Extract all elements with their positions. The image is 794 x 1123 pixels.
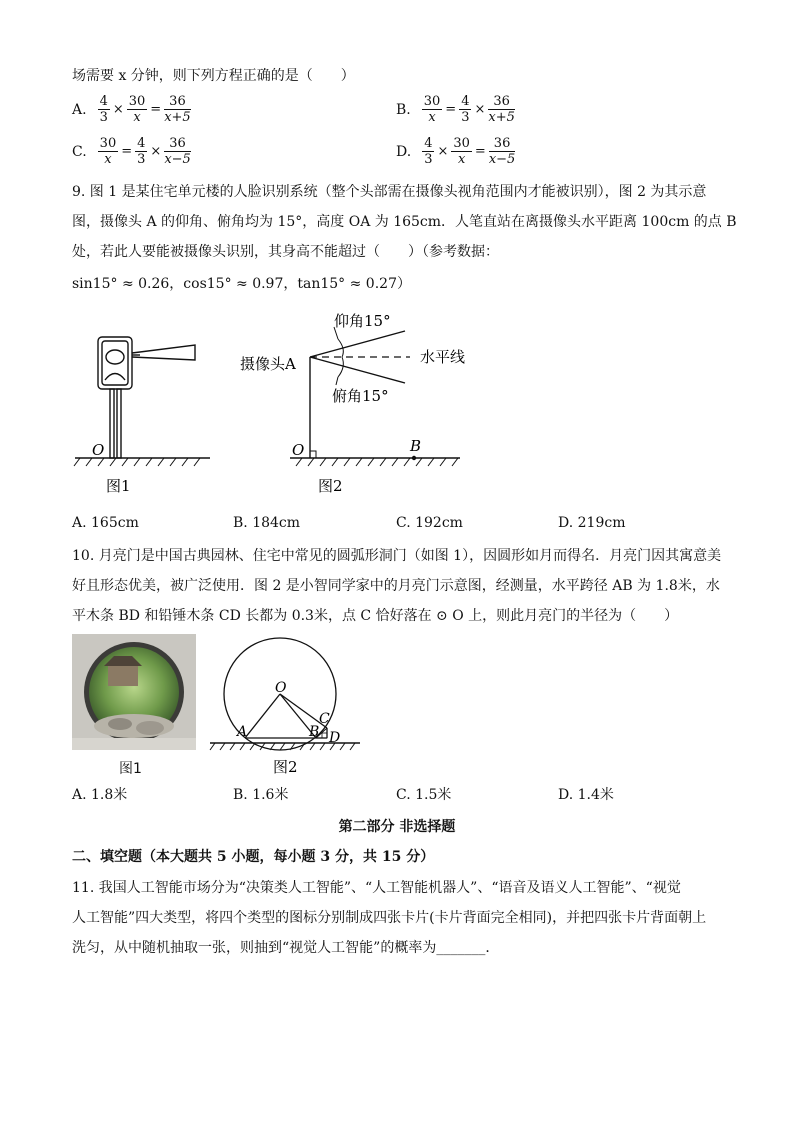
- q10-line-3: 平木条 BD 和铅锤木条 CD 长都为 0.3米，点 C 恰好落在 ⊙ O 上，则此月亮门的半径为（ ）: [72, 608, 679, 624]
- q10-option-b[interactable]: B. 1.6米: [233, 787, 289, 803]
- q8-stem-tail: 场需要 x 分钟，则下列方程正确的是（ ）: [72, 68, 355, 84]
- q9-option-b[interactable]: B. 184cm: [233, 515, 301, 531]
- fig2-label-o: O: [292, 441, 305, 459]
- q11-line-1: 11. 我国人工智能市场分为“决策类人工智能”、“人工智能机器人”、“语音及语义人工智能”、“视觉: [72, 880, 681, 896]
- label-a: A: [237, 724, 248, 740]
- q9-line-1: 9. 图 1 是某住宅单元楼的人脸识别系统（整个头部需在摄像头视角范围内才能被识别），图 2 为其示意: [72, 184, 707, 200]
- q9-line-3: 处，若此人要能被摄像头识别，其身高不能超过（ ）（参考数据：: [72, 244, 499, 260]
- fig1-label-o: O: [92, 441, 105, 459]
- fig2-caption: 图2: [318, 477, 343, 495]
- q10-option-d[interactable]: D. 1.4米: [558, 787, 614, 803]
- q9-option-d[interactable]: D. 219cm: [558, 515, 626, 531]
- q11-line-2: 人工智能”四大类型，将四个类型的图标分别制成四张卡片(卡片背面完全相同)，并把四张卡片背面朝上: [72, 910, 707, 926]
- option-letter: A.: [72, 101, 87, 118]
- q10-option-a[interactable]: A. 1.8米: [72, 787, 128, 803]
- q10-line-1: 10. 月亮门是中国古典园林、住宅中常见的圆弧形洞门（如图 1），因圆形如月而得名．月亮门因其寓意美: [72, 548, 722, 564]
- depression-angle-label: 俯角15°: [332, 387, 389, 405]
- camera-a-label: 摄像头A: [240, 355, 296, 373]
- q8-option-d[interactable]: D. $\frac{4}{3}$ × $\frac{30}{x}$ = $\frac{36}{x-5}$: [396, 136, 516, 167]
- option-letter: C.: [72, 143, 87, 160]
- part-two-title: 第二部分 非选择题: [338, 819, 456, 835]
- label-d: D: [329, 730, 341, 746]
- q9-option-c[interactable]: C. 192cm: [396, 515, 463, 531]
- face-recognition-device-illustration: [98, 337, 195, 458]
- fig1-caption: 图1: [106, 477, 131, 495]
- q8-option-b[interactable]: B. $\frac{30}{x}$ = $\frac{4}{3}$ × $\frac{36}{x+5}$: [396, 94, 515, 125]
- q11-line-3: 洗匀，从中随机抽取一张，则抽到“视觉人工智能”的概率为_______．: [72, 940, 500, 956]
- q8-option-c[interactable]: C. $\frac{30}{x}$ = $\frac{4}{3}$ × $\frac{36}{x-5}$: [72, 136, 191, 167]
- horizontal-line-label: 水平线: [420, 348, 466, 366]
- q8-option-a[interactable]: A. $\frac{4}{3}$ × $\frac{30}{x}$ = $\frac{36}{x+5}$: [72, 94, 191, 125]
- q9-figure: [70, 305, 470, 500]
- option-letter: B.: [396, 101, 411, 118]
- q10-figure-2: [205, 634, 365, 779]
- option-letter: D.: [396, 143, 412, 160]
- fig2-label-b: B: [410, 437, 422, 455]
- section-two-heading: 二、填空题（本大题共 5 小题，每小题 3 分，共 15 分）: [72, 849, 435, 865]
- label-o: O: [275, 680, 287, 696]
- q10-fig1-caption: 图1: [119, 761, 142, 777]
- q9-reference-data: sin15° ≈ 0.26，cos15° ≈ 0.97，tan15° ≈ 0.27）: [72, 276, 411, 292]
- label-c: C: [319, 711, 330, 727]
- q9-option-a[interactable]: A. 165cm: [72, 515, 139, 531]
- q10-line-2: 好且形态优美，被广泛使用．图 2 是小智同学家中的月亮门示意图，经测量，水平跨径 AB 为 1.8米，水: [72, 578, 720, 594]
- moon-gate-photo: [72, 634, 196, 750]
- label-b: B: [309, 724, 320, 740]
- q9-line-2: 图，摄像头 A 的仰角、俯角均为 15°，高度 OA 为 165cm．人笔直站在离摄像头水平距离 100cm 的点 B: [72, 214, 737, 230]
- q10-fig2-caption: 图2: [273, 758, 298, 776]
- elevation-angle-label: 仰角15°: [334, 312, 391, 330]
- q10-option-c[interactable]: C. 1.5米: [396, 787, 452, 803]
